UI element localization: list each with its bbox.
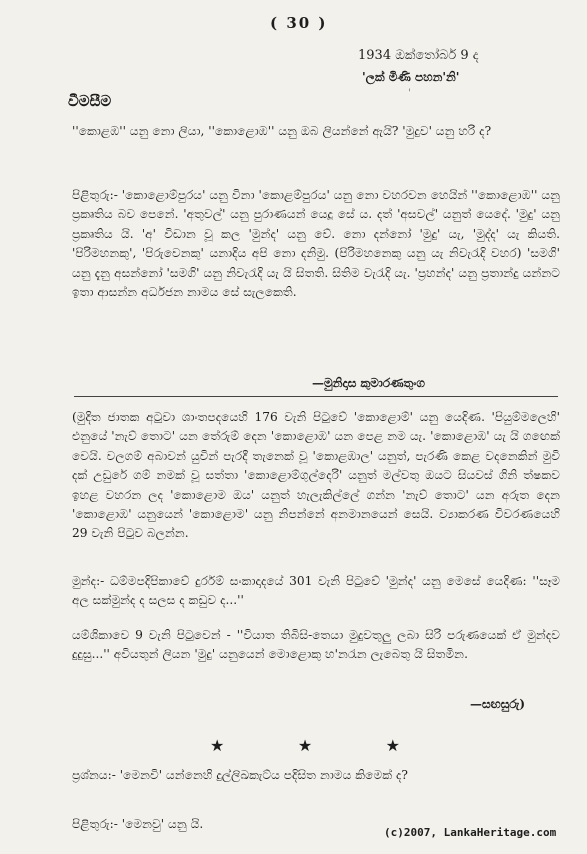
citation-paragraph: මුන්ද:- ධම්මපදිපිකාවේ දුර්රම් සංකාදාදයේ 301 වැනි පිටුවේ 'මුන්ද' යනු මෙසේ යෙදිණ: ''සෑම අල සක්මුන්ද ද සලස ද කඩුව ද...'' [72, 574, 560, 608]
star-icon: ★ [385, 736, 400, 755]
source-line: 'ලක් මිණි පහන'නි' [362, 70, 460, 84]
editor-signature: —සඟසුරු) [470, 697, 526, 711]
note-paragraph: (මුදිත ජාතක අටුවා ශාංතපදයෙහි 176 වැනි පිටුවේ 'කොළොම්' යනු යෙදිණ. 'පියුම්මලෙහි' එනුයේ 'නැව් තොට' යන තේරුම් දෙන 'කොළොඹ' යන පෙළ නම යැ. 'කොළොඹ' යැ යි ගඟෙක් වෙයි. වලගම් අබාවන් යුවින් පැරදී තැනෙක් වූ 'කොළඹාල' යනුත්, පැරණි කෙළ වදනෙකින් මුවි දක් උඩුරේ ගම් නමක් වූ සත්තා 'කොළොම්ගුල්දෙරි' යනුත් මල්වතු ඔයට සියවස් ගිනි ත්‍ෂකව ඉහළ වහරන ලද 'කොළොම ඔය' යනුත් හැලැකිල්ලේ ගන්න 'නැව් තොට' යන අරුත දෙන 'කොළොඹ' යනුයෙන් 'කොළොම' යනු නිපන්නේ අනමානයෙන් සෙයි. ව්‍යාකරණ විවරණයෙහි 29 වැනි පිටුව බලන්න. [72, 410, 560, 541]
divider-rule [74, 396, 558, 397]
section-title: වීමසීම [68, 92, 112, 110]
star-icon: ★ [297, 736, 313, 755]
star-separator [210, 736, 400, 755]
question-paragraph: ''කොළඹ'' යනු නො ලියා, ''කොළොඹ'' යනු ඔබ ලියන්නේ ඇයි? 'මුදුව' යනු හරි ද? [72, 124, 492, 138]
answer-2-paragraph: පිළිතුරු:- 'මෙනවු' යනු යි. [72, 817, 204, 831]
question-2-paragraph: ප්‍රශ්නය:- 'මෙනවි' යන්නෙහි දුල්ලිඛකැට්ය පදිසිත නාමය කිමෙක් ද? [72, 768, 408, 782]
page-number: ( 30 ) [270, 14, 328, 32]
author-signature: —මුනිදාස කුමාරණතුංග [312, 376, 425, 390]
answer-paragraph: පිළිතුරු:- 'කොළොම්පුරය' යනු විනා 'කොළම්පුරය' යනු නො වහරවන හෙයින් ''කොළොඹ'' යනු ප්‍රකෘතිය බව පෙනේ. 'අතුවල්' යනු පුරාණයන් යෙදූ සේ ය. දත් 'අසවල්' යනුත් යෙදේ. 'මුදු' යනු ප්‍රකෘතිය යි. 'අ' විඩාන වූ කල 'මුන්ද' යනු වේ. නො දන්නෝ 'මුදු' යැ, 'මුද්ද' යැ කියති. 'පිරිමහනකු', 'පිරුවෙනකු' යනාදිය අපි නො දනිමු. (පිරිමහනෙකු යනු යැ නිවැරැදි වහර) 'සමගි' යනු දැනු අසන්නෝ 'සමගි' යනු නිවැරැදි යැ යි සිතති. සිතිම වැරැදි යැ. 'ප්‍රහන්ද' යනු ප්‍රතාන්දු යන්නට ඉතා ආසන්න අර්ධජන නාමය සේ සැලකෙති. [72, 188, 560, 300]
copyright-watermark: (c)2007, LankaHeritage.com [384, 826, 557, 839]
usage-paragraph: යම්ශිකාවෙ 9 වැනි පිටුවෙන් - ''වියාත තිබිසි-තෙයා මුදුවතුලු ලබා සිරි පරුණයෙක් ඒ මුන්දව දුදුසු...'' අවියතුන් ලියන 'මුදු' යනුයෙන් මොළොකු හ'නරැන ලැබෙතු යි සිතමින. [72, 628, 560, 662]
stray-mark: ' [408, 88, 411, 99]
dateline: 1934 ඔක්තෝබර් 9 ද [358, 48, 479, 63]
star-icon: ★ [210, 736, 225, 755]
